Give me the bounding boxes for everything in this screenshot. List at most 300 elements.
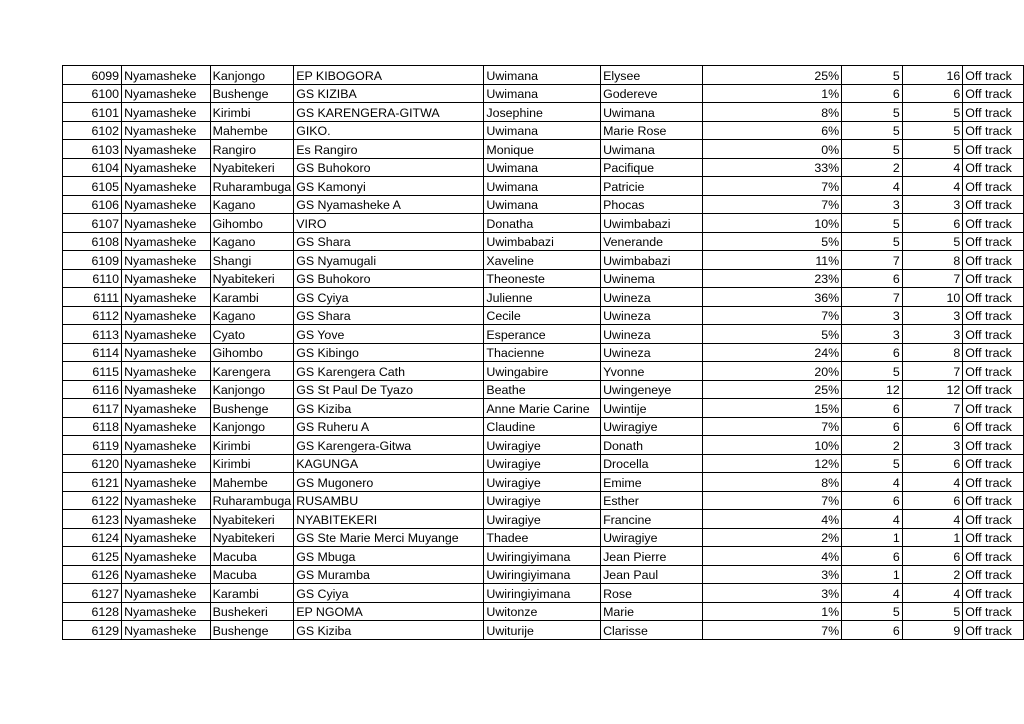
- cell-last-name: Uwiragiye: [484, 436, 601, 455]
- cell-count-a: 5: [842, 232, 903, 251]
- cell-count-a: 3: [842, 195, 903, 214]
- cell-first-name: Uwineza: [601, 325, 703, 344]
- cell-last-name: Uwiragiye: [484, 510, 601, 529]
- cell-status: Off track: [963, 103, 1024, 122]
- cell-first-name: Rose: [601, 584, 703, 603]
- cell-district: Nyamasheke: [122, 491, 211, 510]
- cell-percentage: 3%: [703, 584, 842, 603]
- cell-row-id: 6129: [63, 621, 122, 640]
- cell-sector: Nyabitekeri: [210, 269, 294, 288]
- cell-status: Off track: [963, 362, 1024, 381]
- table-row: [63, 325, 1024, 344]
- cell-district: Nyamasheke: [122, 140, 211, 159]
- cell-percentage: 7%: [703, 177, 842, 196]
- cell-count-a: 6: [842, 399, 903, 418]
- cell-count-b: 8: [902, 251, 963, 270]
- cell-first-name: Uwineza: [601, 288, 703, 307]
- cell-count-a: 12: [842, 380, 903, 399]
- cell-percentage: 7%: [703, 621, 842, 640]
- table-row: [63, 343, 1024, 362]
- cell-count-b: 3: [902, 325, 963, 344]
- cell-district: Nyamasheke: [122, 473, 211, 492]
- cell-count-a: 5: [842, 214, 903, 233]
- cell-district: Nyamasheke: [122, 417, 211, 436]
- cell-percentage: 3%: [703, 565, 842, 584]
- cell-district: Nyamasheke: [122, 325, 211, 344]
- cell-school: GS Mugonero: [294, 473, 484, 492]
- table-row: [63, 288, 1024, 307]
- cell-first-name: Marie: [601, 602, 703, 621]
- cell-sector: Bushenge: [210, 399, 294, 418]
- cell-count-b: 1: [902, 528, 963, 547]
- cell-school: EP KIBOGORA: [294, 66, 484, 85]
- cell-row-id: 6121: [63, 473, 122, 492]
- cell-status: Off track: [963, 417, 1024, 436]
- cell-percentage: 10%: [703, 436, 842, 455]
- cell-count-b: 6: [902, 84, 963, 103]
- cell-row-id: 6124: [63, 528, 122, 547]
- cell-count-b: 6: [902, 454, 963, 473]
- cell-first-name: Venerande: [601, 232, 703, 251]
- cell-count-b: 6: [902, 547, 963, 566]
- cell-count-a: 7: [842, 288, 903, 307]
- cell-school: GS Shara: [294, 232, 484, 251]
- cell-count-a: 6: [842, 84, 903, 103]
- cell-count-b: 16: [902, 66, 963, 85]
- cell-percentage: 24%: [703, 343, 842, 362]
- cell-last-name: Xaveline: [484, 251, 601, 270]
- cell-last-name: Claudine: [484, 417, 601, 436]
- cell-last-name: Uwingabire: [484, 362, 601, 381]
- cell-percentage: 25%: [703, 380, 842, 399]
- cell-sector: Karambi: [210, 288, 294, 307]
- cell-first-name: Clarisse: [601, 621, 703, 640]
- cell-first-name: Uwineza: [601, 306, 703, 325]
- cell-first-name: Uwiragiye: [601, 417, 703, 436]
- cell-percentage: 15%: [703, 399, 842, 418]
- cell-row-id: 6104: [63, 158, 122, 177]
- table-row: [63, 251, 1024, 270]
- cell-last-name: Uwiringiyimana: [484, 565, 601, 584]
- cell-count-a: 5: [842, 362, 903, 381]
- cell-count-a: 5: [842, 121, 903, 140]
- cell-district: Nyamasheke: [122, 602, 211, 621]
- cell-status: Off track: [963, 565, 1024, 584]
- cell-sector: Kirimbi: [210, 103, 294, 122]
- cell-count-a: 4: [842, 584, 903, 603]
- cell-row-id: 6110: [63, 269, 122, 288]
- cell-first-name: Drocella: [601, 454, 703, 473]
- cell-first-name: Uwimana: [601, 103, 703, 122]
- cell-row-id: 6103: [63, 140, 122, 159]
- cell-first-name: Uwinema: [601, 269, 703, 288]
- table-row: [63, 103, 1024, 122]
- cell-last-name: Uwiragiye: [484, 454, 601, 473]
- cell-row-id: 6106: [63, 195, 122, 214]
- cell-sector: Bushenge: [210, 621, 294, 640]
- cell-status: Off track: [963, 177, 1024, 196]
- table-row: [63, 602, 1024, 621]
- cell-sector: Gihombo: [210, 214, 294, 233]
- cell-school: GS Karengera Cath: [294, 362, 484, 381]
- cell-count-b: 4: [902, 510, 963, 529]
- cell-count-a: 3: [842, 325, 903, 344]
- cell-district: Nyamasheke: [122, 232, 211, 251]
- cell-last-name: Julienne: [484, 288, 601, 307]
- cell-school: GS Kamonyi: [294, 177, 484, 196]
- cell-first-name: Uwimana: [601, 140, 703, 159]
- cell-row-id: 6117: [63, 399, 122, 418]
- cell-first-name: Donath: [601, 436, 703, 455]
- cell-first-name: Marie Rose: [601, 121, 703, 140]
- cell-last-name: Esperance: [484, 325, 601, 344]
- table-row: [63, 436, 1024, 455]
- cell-row-id: 6112: [63, 306, 122, 325]
- cell-count-a: 6: [842, 269, 903, 288]
- cell-count-b: 4: [902, 158, 963, 177]
- cell-first-name: Uwintije: [601, 399, 703, 418]
- cell-sector: Kagano: [210, 232, 294, 251]
- cell-last-name: Beathe: [484, 380, 601, 399]
- cell-row-id: 6119: [63, 436, 122, 455]
- cell-row-id: 6099: [63, 66, 122, 85]
- cell-percentage: 1%: [703, 602, 842, 621]
- cell-count-a: 5: [842, 140, 903, 159]
- cell-percentage: 10%: [703, 214, 842, 233]
- cell-sector: Kagano: [210, 306, 294, 325]
- cell-first-name: Uwingeneye: [601, 380, 703, 399]
- cell-last-name: Anne Marie Carine: [484, 399, 601, 418]
- cell-status: Off track: [963, 84, 1024, 103]
- cell-first-name: Elysee: [601, 66, 703, 85]
- cell-percentage: 23%: [703, 269, 842, 288]
- cell-row-id: 6113: [63, 325, 122, 344]
- cell-status: Off track: [963, 158, 1024, 177]
- cell-sector: Nyabitekeri: [210, 510, 294, 529]
- cell-count-a: 5: [842, 66, 903, 85]
- records-table: [62, 65, 1024, 640]
- cell-status: Off track: [963, 547, 1024, 566]
- cell-percentage: 25%: [703, 66, 842, 85]
- cell-count-a: 3: [842, 306, 903, 325]
- cell-row-id: 6100: [63, 84, 122, 103]
- table-body: [63, 66, 1024, 640]
- cell-status: Off track: [963, 232, 1024, 251]
- cell-last-name: Uwimana: [484, 195, 601, 214]
- cell-district: Nyamasheke: [122, 436, 211, 455]
- cell-status: Off track: [963, 288, 1024, 307]
- cell-last-name: Uwiragiye: [484, 473, 601, 492]
- table-row: [63, 417, 1024, 436]
- cell-district: Nyamasheke: [122, 547, 211, 566]
- cell-last-name: Uwimana: [484, 84, 601, 103]
- cell-district: Nyamasheke: [122, 121, 211, 140]
- cell-percentage: 6%: [703, 121, 842, 140]
- cell-school: GS Buhokoro: [294, 269, 484, 288]
- cell-row-id: 6123: [63, 510, 122, 529]
- cell-status: Off track: [963, 399, 1024, 418]
- cell-last-name: Thacienne: [484, 343, 601, 362]
- cell-last-name: Uwiringiyimana: [484, 584, 601, 603]
- cell-sector: Nyabitekeri: [210, 158, 294, 177]
- cell-count-b: 4: [902, 584, 963, 603]
- cell-district: Nyamasheke: [122, 177, 211, 196]
- cell-percentage: 33%: [703, 158, 842, 177]
- cell-school: EP NGOMA: [294, 602, 484, 621]
- cell-status: Off track: [963, 343, 1024, 362]
- table-row: [63, 621, 1024, 640]
- cell-first-name: Esther: [601, 491, 703, 510]
- cell-count-a: 5: [842, 454, 903, 473]
- cell-school: GS Nyamugali: [294, 251, 484, 270]
- cell-last-name: Uwimana: [484, 121, 601, 140]
- table-row: [63, 158, 1024, 177]
- cell-first-name: Jean Paul: [601, 565, 703, 584]
- cell-count-a: 5: [842, 103, 903, 122]
- cell-row-id: 6118: [63, 417, 122, 436]
- cell-count-a: 1: [842, 528, 903, 547]
- cell-school: GS Ruheru A: [294, 417, 484, 436]
- cell-status: Off track: [963, 195, 1024, 214]
- cell-district: Nyamasheke: [122, 454, 211, 473]
- cell-row-id: 6127: [63, 584, 122, 603]
- cell-district: Nyamasheke: [122, 362, 211, 381]
- cell-district: Nyamasheke: [122, 621, 211, 640]
- cell-first-name: Godereve: [601, 84, 703, 103]
- cell-school: GS KIZIBA: [294, 84, 484, 103]
- cell-count-b: 5: [902, 232, 963, 251]
- cell-status: Off track: [963, 602, 1024, 621]
- cell-count-b: 6: [902, 491, 963, 510]
- cell-first-name: Uwimbabazi: [601, 251, 703, 270]
- cell-percentage: 4%: [703, 510, 842, 529]
- table-row: [63, 547, 1024, 566]
- cell-sector: Gihombo: [210, 343, 294, 362]
- cell-percentage: 8%: [703, 473, 842, 492]
- table-row: [63, 269, 1024, 288]
- cell-sector: Bushenge: [210, 84, 294, 103]
- cell-last-name: Uwiragiye: [484, 491, 601, 510]
- cell-percentage: 4%: [703, 547, 842, 566]
- cell-row-id: 6108: [63, 232, 122, 251]
- cell-count-a: 7: [842, 251, 903, 270]
- cell-school: GS Muramba: [294, 565, 484, 584]
- cell-sector: Nyabitekeri: [210, 528, 294, 547]
- cell-status: Off track: [963, 214, 1024, 233]
- cell-school: GS St Paul De Tyazo: [294, 380, 484, 399]
- cell-district: Nyamasheke: [122, 195, 211, 214]
- table-row: [63, 362, 1024, 381]
- cell-count-a: 6: [842, 547, 903, 566]
- cell-school: GS Kibingo: [294, 343, 484, 362]
- cell-district: Nyamasheke: [122, 306, 211, 325]
- cell-row-id: 6102: [63, 121, 122, 140]
- cell-count-a: 6: [842, 417, 903, 436]
- cell-sector: Shangi: [210, 251, 294, 270]
- cell-district: Nyamasheke: [122, 584, 211, 603]
- cell-row-id: 6105: [63, 177, 122, 196]
- cell-percentage: 7%: [703, 306, 842, 325]
- cell-count-b: 7: [902, 362, 963, 381]
- cell-percentage: 20%: [703, 362, 842, 381]
- table-row: [63, 510, 1024, 529]
- cell-district: Nyamasheke: [122, 269, 211, 288]
- cell-percentage: 36%: [703, 288, 842, 307]
- cell-school: GS Ste Marie Merci Muyange: [294, 528, 484, 547]
- cell-sector: Ruharambuga: [210, 177, 294, 196]
- cell-sector: Mahembe: [210, 473, 294, 492]
- table-row: [63, 306, 1024, 325]
- table-row: [63, 84, 1024, 103]
- cell-row-id: 6122: [63, 491, 122, 510]
- cell-count-b: 9: [902, 621, 963, 640]
- cell-row-id: 6126: [63, 565, 122, 584]
- cell-sector: Macuba: [210, 547, 294, 566]
- cell-first-name: Emime: [601, 473, 703, 492]
- cell-district: Nyamasheke: [122, 343, 211, 362]
- cell-district: Nyamasheke: [122, 66, 211, 85]
- cell-status: Off track: [963, 473, 1024, 492]
- cell-sector: Cyato: [210, 325, 294, 344]
- cell-row-id: 6116: [63, 380, 122, 399]
- cell-district: Nyamasheke: [122, 510, 211, 529]
- table-row: [63, 399, 1024, 418]
- cell-school: GS Kiziba: [294, 399, 484, 418]
- cell-sector: Kirimbi: [210, 454, 294, 473]
- cell-school: GIKO.: [294, 121, 484, 140]
- cell-school: GS KARENGERA-GITWA: [294, 103, 484, 122]
- table-row: [63, 454, 1024, 473]
- cell-status: Off track: [963, 140, 1024, 159]
- cell-first-name: Phocas: [601, 195, 703, 214]
- cell-school: KAGUNGA: [294, 454, 484, 473]
- cell-row-id: 6109: [63, 251, 122, 270]
- table-row: [63, 177, 1024, 196]
- cell-first-name: Yvonne: [601, 362, 703, 381]
- cell-last-name: Uwimana: [484, 158, 601, 177]
- table-row: [63, 214, 1024, 233]
- table-row: [63, 528, 1024, 547]
- cell-percentage: 8%: [703, 103, 842, 122]
- cell-row-id: 6101: [63, 103, 122, 122]
- cell-school: Es Rangiro: [294, 140, 484, 159]
- table-row: [63, 195, 1024, 214]
- cell-last-name: Cecile: [484, 306, 601, 325]
- cell-status: Off track: [963, 306, 1024, 325]
- cell-count-b: 7: [902, 269, 963, 288]
- table-row: [63, 584, 1024, 603]
- cell-row-id: 6111: [63, 288, 122, 307]
- cell-row-id: 6107: [63, 214, 122, 233]
- cell-count-a: 4: [842, 473, 903, 492]
- cell-last-name: Uwimana: [484, 66, 601, 85]
- cell-status: Off track: [963, 584, 1024, 603]
- cell-status: Off track: [963, 436, 1024, 455]
- cell-row-id: 6114: [63, 343, 122, 362]
- cell-last-name: Josephine: [484, 103, 601, 122]
- cell-count-a: 2: [842, 436, 903, 455]
- cell-last-name: Monique: [484, 140, 601, 159]
- cell-status: Off track: [963, 269, 1024, 288]
- cell-count-b: 6: [902, 417, 963, 436]
- cell-status: Off track: [963, 251, 1024, 270]
- cell-school: NYABITEKERI: [294, 510, 484, 529]
- cell-status: Off track: [963, 454, 1024, 473]
- cell-count-b: 4: [902, 473, 963, 492]
- cell-row-id: 6125: [63, 547, 122, 566]
- cell-last-name: Donatha: [484, 214, 601, 233]
- cell-last-name: Theoneste: [484, 269, 601, 288]
- cell-first-name: Jean Pierre: [601, 547, 703, 566]
- cell-percentage: 7%: [703, 417, 842, 436]
- table-row: [63, 232, 1024, 251]
- cell-sector: Kagano: [210, 195, 294, 214]
- table-row: [63, 473, 1024, 492]
- cell-district: Nyamasheke: [122, 214, 211, 233]
- cell-first-name: Francine: [601, 510, 703, 529]
- cell-count-b: 3: [902, 306, 963, 325]
- cell-sector: Karengera: [210, 362, 294, 381]
- cell-status: Off track: [963, 510, 1024, 529]
- cell-percentage: 0%: [703, 140, 842, 159]
- cell-school: GS Shara: [294, 306, 484, 325]
- cell-first-name: Patricie: [601, 177, 703, 196]
- cell-school: GS Buhokoro: [294, 158, 484, 177]
- cell-percentage: 5%: [703, 325, 842, 344]
- cell-school: VIRO: [294, 214, 484, 233]
- cell-school: GS Mbuga: [294, 547, 484, 566]
- cell-count-b: 7: [902, 399, 963, 418]
- table-row: [63, 66, 1024, 85]
- cell-count-b: 8: [902, 343, 963, 362]
- cell-count-b: 10: [902, 288, 963, 307]
- cell-percentage: 5%: [703, 232, 842, 251]
- cell-percentage: 2%: [703, 528, 842, 547]
- cell-school: GS Nyamasheke A: [294, 195, 484, 214]
- cell-count-b: 12: [902, 380, 963, 399]
- cell-district: Nyamasheke: [122, 565, 211, 584]
- cell-sector: Bushekeri: [210, 602, 294, 621]
- table-row: [63, 140, 1024, 159]
- cell-sector: Karambi: [210, 584, 294, 603]
- cell-sector: Rangiro: [210, 140, 294, 159]
- cell-sector: Kirimbi: [210, 436, 294, 455]
- cell-count-a: 6: [842, 343, 903, 362]
- cell-count-a: 1: [842, 565, 903, 584]
- cell-count-b: 5: [902, 103, 963, 122]
- cell-school: GS Karengera-Gitwa: [294, 436, 484, 455]
- cell-count-a: 4: [842, 510, 903, 529]
- cell-first-name: Uwimbabazi: [601, 214, 703, 233]
- cell-last-name: Uwiringiyimana: [484, 547, 601, 566]
- cell-status: Off track: [963, 621, 1024, 640]
- cell-sector: Ruharambuga: [210, 491, 294, 510]
- cell-first-name: Pacifique: [601, 158, 703, 177]
- cell-district: Nyamasheke: [122, 251, 211, 270]
- cell-last-name: Thadee: [484, 528, 601, 547]
- cell-count-b: 3: [902, 436, 963, 455]
- cell-first-name: Uwiragiye: [601, 528, 703, 547]
- cell-school: GS Yove: [294, 325, 484, 344]
- table-row: [63, 565, 1024, 584]
- cell-school: RUSAMBU: [294, 491, 484, 510]
- cell-count-b: 3: [902, 195, 963, 214]
- cell-count-a: 5: [842, 602, 903, 621]
- cell-district: Nyamasheke: [122, 288, 211, 307]
- table-row: [63, 121, 1024, 140]
- cell-school: GS Cyiya: [294, 584, 484, 603]
- cell-percentage: 12%: [703, 454, 842, 473]
